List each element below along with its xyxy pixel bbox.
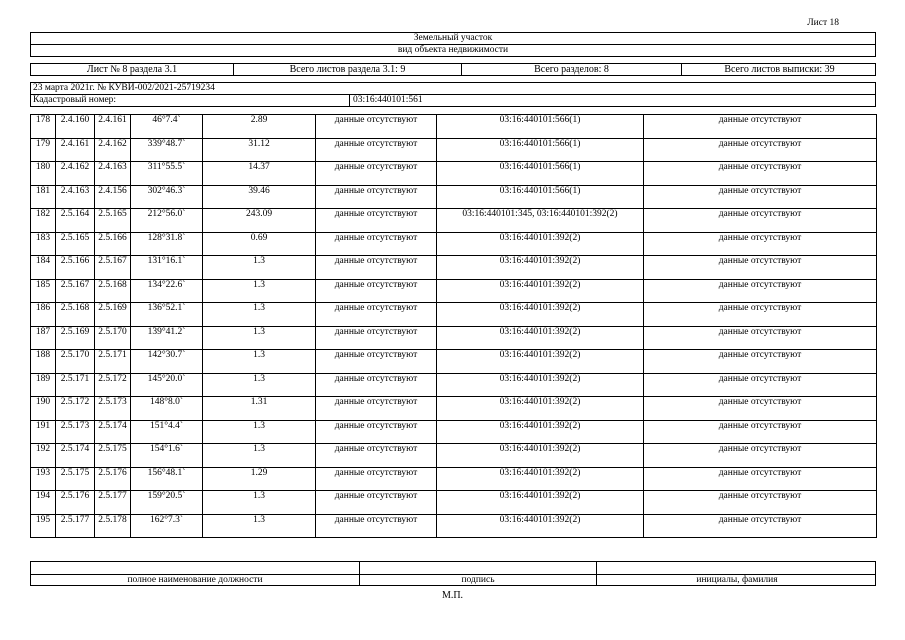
row-number: 184: [31, 256, 56, 280]
cadastral-label: Кадастровый номер:: [33, 95, 117, 105]
table-row: [31, 138, 877, 162]
row-number: 183: [31, 232, 56, 256]
column-e: данные отсутствуют: [644, 326, 877, 350]
point-to: 2.5.167: [95, 256, 131, 280]
column-e: данные отсутствуют: [644, 209, 877, 233]
direction-angle: 139°41.2`: [131, 326, 203, 350]
length: 2.89: [203, 115, 316, 139]
row-number: 181: [31, 185, 56, 209]
header-subtitle: вид объекта недвижимости: [397, 45, 509, 55]
row-number: 192: [31, 444, 56, 468]
column-c: данные отсутствуют: [316, 162, 437, 186]
point-from: 2.5.174: [56, 444, 95, 468]
point-from: 2.5.170: [56, 350, 95, 374]
adjacent-parcel: 03:16:440101:392(2): [437, 467, 644, 491]
adjacent-parcel: 03:16:440101:392(2): [437, 514, 644, 538]
length: 1.29: [203, 467, 316, 491]
direction-angle: 131°16.1`: [131, 256, 203, 280]
table-row: [31, 397, 877, 421]
column-c: данные отсутствуют: [316, 279, 437, 303]
column-c: данные отсутствуют: [316, 185, 437, 209]
point-from: 2.5.176: [56, 491, 95, 515]
cadastral-box: [30, 94, 876, 107]
direction-angle: 148°8.0`: [131, 397, 203, 421]
column-c: данные отсутствуют: [316, 115, 437, 139]
adjacent-parcel: 03:16:440101:392(2): [437, 232, 644, 256]
length: 1.3: [203, 279, 316, 303]
point-from: 2.5.166: [56, 256, 95, 280]
column-e: данные отсутствуют: [644, 162, 877, 186]
column-e: данные отсутствуют: [644, 279, 877, 303]
length: 1.3: [203, 373, 316, 397]
direction-angle: 46°7.4`: [131, 115, 203, 139]
length: 1.3: [203, 420, 316, 444]
row-number: 182: [31, 209, 56, 233]
row-number: 189: [31, 373, 56, 397]
column-c: данные отсутствуют: [316, 209, 437, 233]
column-e: данные отсутствуют: [644, 373, 877, 397]
point-to: 2.5.169: [95, 303, 131, 327]
table-row: [31, 209, 877, 233]
point-from: 2.5.172: [56, 397, 95, 421]
point-to: 2.5.172: [95, 373, 131, 397]
table-row: [31, 444, 877, 468]
point-from: 2.5.164: [56, 209, 95, 233]
point-to: 2.5.173: [95, 397, 131, 421]
point-to: 2.5.175: [95, 444, 131, 468]
column-c: данные отсутствуют: [316, 326, 437, 350]
stamp-label: М.П.: [441, 590, 464, 601]
info-bar: [30, 63, 876, 76]
point-from: 2.4.162: [56, 162, 95, 186]
direction-angle: 339°48.7`: [131, 138, 203, 162]
column-e: данные отсутствуют: [644, 467, 877, 491]
length: 1.3: [203, 326, 316, 350]
column-c: данные отсутствуют: [316, 232, 437, 256]
cadastral-value: 03:16:440101:561: [353, 95, 423, 105]
adjacent-parcel: 03:16:440101:392(2): [437, 373, 644, 397]
column-c: данные отсутствуют: [316, 303, 437, 327]
column-e: данные отсутствуют: [644, 444, 877, 468]
length: 1.3: [203, 514, 316, 538]
adjacent-parcel: 03:16:440101:392(2): [437, 420, 644, 444]
row-number: 179: [31, 138, 56, 162]
adjacent-parcel: 03:16:440101:566(1): [437, 138, 644, 162]
direction-angle: 142°30.7`: [131, 350, 203, 374]
point-from: 2.5.175: [56, 467, 95, 491]
table-row: [31, 303, 877, 327]
sheet-number: Лист 18: [807, 18, 839, 28]
column-e: данные отсутствуют: [644, 232, 877, 256]
point-from: 2.5.167: [56, 279, 95, 303]
table-row: [31, 326, 877, 350]
signature-sign-label: подпись: [461, 575, 495, 585]
point-from: 2.5.171: [56, 373, 95, 397]
adjacent-parcel: 03:16:440101:392(2): [437, 326, 644, 350]
point-from: 2.5.165: [56, 232, 95, 256]
point-from: 2.4.161: [56, 138, 95, 162]
table-row: [31, 467, 877, 491]
point-to: 2.5.177: [95, 491, 131, 515]
row-number: 191: [31, 420, 56, 444]
column-c: данные отсутствуют: [316, 138, 437, 162]
point-to: 2.5.178: [95, 514, 131, 538]
point-to: 2.4.163: [95, 162, 131, 186]
column-c: данные отсутствуют: [316, 467, 437, 491]
length: 1.3: [203, 350, 316, 374]
point-from: 2.4.163: [56, 185, 95, 209]
adjacent-parcel: 03:16:440101:345, 03:16:440101:392(2): [437, 209, 644, 233]
column-e: данные отсутствуют: [644, 185, 877, 209]
column-e: данные отсутствуют: [644, 350, 877, 374]
row-number: 187: [31, 326, 56, 350]
point-from: 2.4.160: [56, 115, 95, 139]
length: 0.69: [203, 232, 316, 256]
row-number: 193: [31, 467, 56, 491]
table-row: [31, 162, 877, 186]
table-row: [31, 115, 877, 139]
table-row: [31, 232, 877, 256]
table-row: [31, 373, 877, 397]
row-number: 185: [31, 279, 56, 303]
direction-angle: 159°20.5`: [131, 491, 203, 515]
point-from: 2.5.169: [56, 326, 95, 350]
row-number: 188: [31, 350, 56, 374]
point-from: 2.5.173: [56, 420, 95, 444]
direction-angle: 302°46.3`: [131, 185, 203, 209]
header-title: Земельный участок: [413, 33, 493, 43]
table-row: [31, 279, 877, 303]
column-e: данные отсутствуют: [644, 256, 877, 280]
row-number: 194: [31, 491, 56, 515]
point-to: 2.5.170: [95, 326, 131, 350]
signature-position-label: полное наименование должности: [127, 575, 263, 585]
column-e: данные отсутствуют: [644, 138, 877, 162]
point-to: 2.5.174: [95, 420, 131, 444]
adjacent-parcel: 03:16:440101:392(2): [437, 303, 644, 327]
row-number: 178: [31, 115, 56, 139]
length: 243.09: [203, 209, 316, 233]
direction-angle: 136°52.1`: [131, 303, 203, 327]
row-number: 186: [31, 303, 56, 327]
point-to: 2.4.162: [95, 138, 131, 162]
table-row: [31, 350, 877, 374]
point-to: 2.5.165: [95, 209, 131, 233]
direction-angle: 212°56.0`: [131, 209, 203, 233]
direction-angle: 162°7.3`: [131, 514, 203, 538]
length: 1.31: [203, 397, 316, 421]
adjacent-parcel: 03:16:440101:566(1): [437, 185, 644, 209]
table-row: [31, 491, 877, 515]
column-c: данные отсутствуют: [316, 514, 437, 538]
column-c: данные отсутствуют: [316, 420, 437, 444]
column-e: данные отсутствуют: [644, 514, 877, 538]
adjacent-parcel: 03:16:440101:392(2): [437, 397, 644, 421]
column-c: данные отсутствуют: [316, 350, 437, 374]
table-row: [31, 420, 877, 444]
table-row: [31, 514, 877, 538]
info-total-sheets-extract: Всего листов выписки: 39: [724, 64, 835, 75]
column-e: данные отсутствуют: [644, 303, 877, 327]
info-sheet-in-section: Лист № 8 раздела 3.1: [31, 64, 234, 75]
length: 1.3: [203, 444, 316, 468]
length: 1.3: [203, 256, 316, 280]
column-e: данные отсутствуют: [644, 491, 877, 515]
adjacent-parcel: 03:16:440101:392(2): [437, 279, 644, 303]
adjacent-parcel: 03:16:440101:566(1): [437, 162, 644, 186]
table-row: [31, 256, 877, 280]
direction-angle: 128°31.8`: [131, 232, 203, 256]
signature-name-label: инициалы, фамилия: [696, 575, 778, 585]
direction-angle: 145°20.0`: [131, 373, 203, 397]
point-from: 2.5.177: [56, 514, 95, 538]
point-to: 2.5.171: [95, 350, 131, 374]
signature-block: [30, 561, 876, 586]
column-e: данные отсутствуют: [644, 420, 877, 444]
column-c: данные отсутствуют: [316, 444, 437, 468]
direction-angle: 311°55.5`: [131, 162, 203, 186]
direction-angle: 156°48.1`: [131, 467, 203, 491]
point-from: 2.5.168: [56, 303, 95, 327]
row-number: 180: [31, 162, 56, 186]
adjacent-parcel: 03:16:440101:392(2): [437, 256, 644, 280]
length: 31.12: [203, 138, 316, 162]
point-to: 2.4.156: [95, 185, 131, 209]
info-total-sheets-section: Всего листов раздела 3.1: 9: [234, 64, 462, 75]
direction-angle: 154°1.6`: [131, 444, 203, 468]
direction-angle: 151°4.4`: [131, 420, 203, 444]
point-to: 2.5.176: [95, 467, 131, 491]
length: 39.46: [203, 185, 316, 209]
length: 1.3: [203, 491, 316, 515]
direction-angle: 134°22.6`: [131, 279, 203, 303]
column-c: данные отсутствуют: [316, 373, 437, 397]
boundary-table: [30, 114, 877, 538]
doc-ref: 23 марта 2021г. № КУВИ-002/2021-25719234: [33, 83, 215, 93]
length: 1.3: [203, 303, 316, 327]
header-subtitle-box: [30, 44, 876, 57]
adjacent-parcel: 03:16:440101:392(2): [437, 491, 644, 515]
row-number: 190: [31, 397, 56, 421]
table-row: [31, 185, 877, 209]
column-e: данные отсутствуют: [644, 115, 877, 139]
length: 14.37: [203, 162, 316, 186]
adjacent-parcel: 03:16:440101:392(2): [437, 350, 644, 374]
column-c: данные отсутствуют: [316, 256, 437, 280]
column-e: данные отсутствуют: [644, 397, 877, 421]
point-to: 2.4.161: [95, 115, 131, 139]
column-c: данные отсутствуют: [316, 397, 437, 421]
adjacent-parcel: 03:16:440101:392(2): [437, 444, 644, 468]
row-number: 195: [31, 514, 56, 538]
info-total-sections: Всего разделов: 8: [462, 64, 682, 75]
adjacent-parcel: 03:16:440101:566(1): [437, 115, 644, 139]
point-to: 2.5.168: [95, 279, 131, 303]
column-c: данные отсутствуют: [316, 491, 437, 515]
point-to: 2.5.166: [95, 232, 131, 256]
